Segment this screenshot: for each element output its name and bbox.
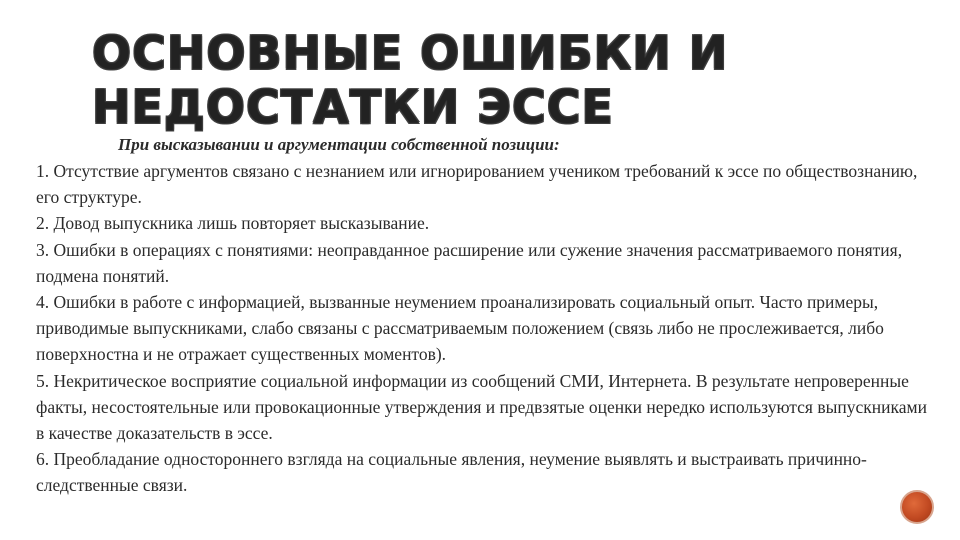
slide-title [92, 26, 732, 134]
list-item: 4. Ошибки в работе с информацией, вызванные неумением проанализировать социальный опыт. Часто примеры, приводимые выпускниками, слабо связаны с рассматриваемым положением (связь либо не прослеживается, либо поверхностна и не отражает существенных моментов). [36, 292, 884, 365]
list-item: 6. Преобладание одностороннего взгляда на социальные явления, неумение выявлять и выстраивать причинно-следственные связи. [36, 449, 867, 496]
body-text [36, 158, 931, 499]
list-item: 5. Некритическое восприятие социальной информации из сообщений СМИ, Интернета. В результате непроверенные факты, несостоятельные или провокационные утверждения и предвзятые оценки нередко используются выпускниками в качестве доказательств в эссе. [36, 370, 927, 444]
list-item: 1. Отсутствие аргументов связано с незнанием или игнорированием учеником требований к эссе по обществознанию, его структуре. [36, 161, 918, 208]
list-item: 2. Довод выпускника лишь повторяет высказывание. [36, 213, 430, 234]
slide-title-line-1: ОСНОВНЫЕ ОШИБКИ И [92, 26, 729, 80]
list-item: 3. Ошибки в операциях с понятиями: неоправданное расширение или сужение значения рассматриваемого понятия, подмена понятий. [36, 239, 903, 286]
page-number-circle-icon [900, 490, 934, 524]
subheading: При высказывании и аргументации собственной позиции: [118, 135, 560, 154]
slide-title-line-2: НЕДОСТАТКИ ЭССЕ [92, 80, 614, 134]
